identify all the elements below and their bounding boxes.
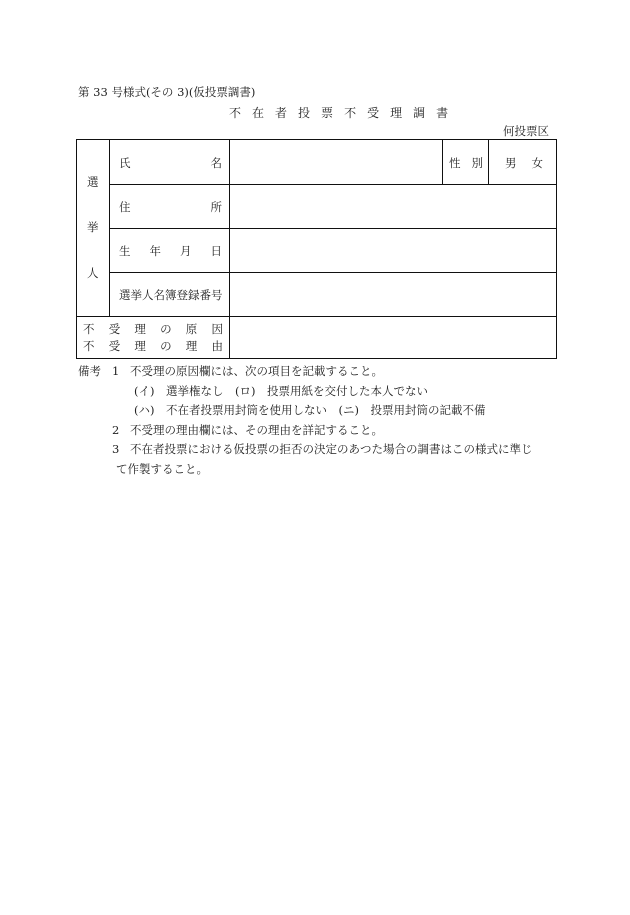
address-label: 住 所 bbox=[119, 200, 222, 214]
note-cause-line-2 bbox=[78, 401, 558, 421]
note-text: 不受理の理由欄には、その理由を詳記すること。 bbox=[130, 422, 383, 437]
note-number: 1 bbox=[112, 364, 120, 378]
registry-number-label: 選挙人名簿登録番号 bbox=[119, 288, 223, 302]
notes-heading: 備考 bbox=[78, 364, 101, 378]
row-divider-1 bbox=[109, 184, 556, 185]
form-number: 第 33 号様式(その 3)(仮投票調書) bbox=[78, 85, 256, 99]
district-label: 何投票区 bbox=[503, 124, 549, 138]
notes-section bbox=[78, 362, 558, 479]
note-text: (ハ) 不在者投票用封筒を使用しない (ニ) 投票用封筒の記載不備 bbox=[134, 403, 486, 417]
name-label: 氏 名 bbox=[119, 156, 222, 170]
gender-left-divider bbox=[442, 140, 443, 184]
note-text: 不在者投票における仮投票の拒否の決定のあつた場合の調書はこの様式に準じ bbox=[130, 442, 533, 456]
form-table bbox=[76, 139, 557, 359]
gender-label: 性 別 bbox=[449, 156, 483, 170]
document-title: 不 在 者 投 票 不 受 理 調 書 bbox=[229, 106, 452, 120]
row-divider-2 bbox=[109, 228, 556, 229]
row-divider-4 bbox=[77, 316, 556, 317]
gender-female: 女 bbox=[531, 156, 543, 170]
note-text: て作製すること。 bbox=[116, 461, 208, 476]
gender-right-divider bbox=[488, 140, 489, 184]
gender-male: 男 bbox=[505, 156, 517, 170]
note-item-1 bbox=[78, 362, 558, 382]
note-item-3 bbox=[78, 440, 558, 460]
note-cause-line-1 bbox=[78, 382, 558, 402]
birthdate-label: 生 年 月 日 bbox=[119, 244, 222, 258]
note-item-3-continued bbox=[78, 460, 558, 480]
note-number: 2 bbox=[112, 422, 120, 437]
note-text: 不受理の原因欄には、次の項目を記載すること。 bbox=[130, 364, 383, 378]
reason-cause-label: 不 受 理 の 原 因 bbox=[83, 322, 223, 336]
gender-options bbox=[505, 155, 543, 171]
note-item-2 bbox=[78, 421, 558, 441]
row-divider-3 bbox=[109, 272, 556, 273]
voter-label-char: 選 bbox=[87, 175, 99, 189]
reason-detail-label: 不 受 理 の 理 由 bbox=[83, 339, 223, 353]
note-text: (イ) 選挙権なし (ロ) 投票用紙を交付した本人でない bbox=[134, 383, 428, 398]
voter-label bbox=[77, 140, 109, 316]
voter-label-char: 人 bbox=[87, 266, 99, 280]
note-number: 3 bbox=[112, 442, 120, 456]
voter-label-char: 挙 bbox=[87, 220, 99, 234]
label-column-divider bbox=[229, 140, 230, 358]
